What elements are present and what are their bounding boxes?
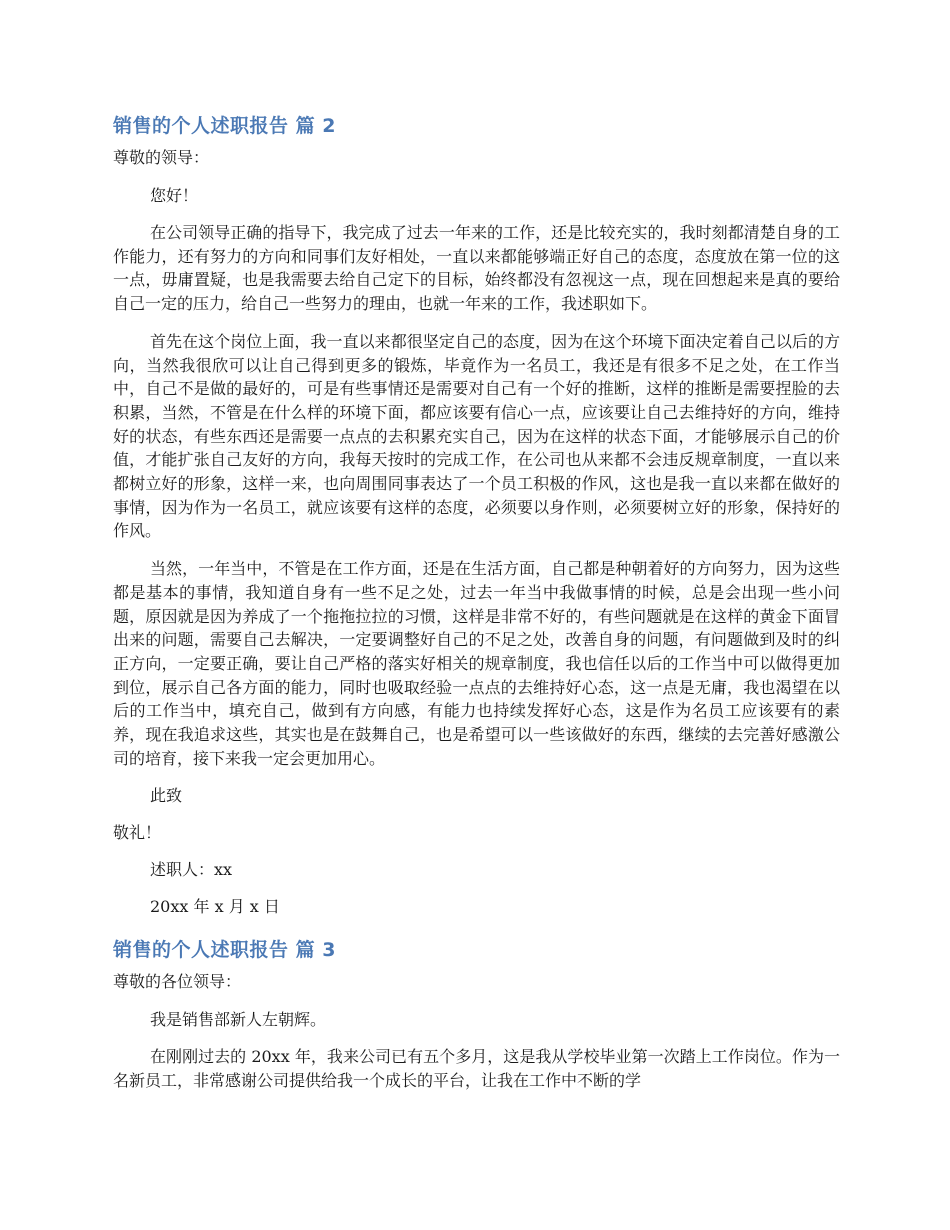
report-section-3 xyxy=(113,932,840,1092)
section-heading: 销售的个人述职报告 篇 2 xyxy=(113,115,336,137)
salutation: 尊敬的各位领导： xyxy=(113,972,242,992)
regards: 敬礼！ xyxy=(113,823,162,843)
salutation: 尊敬的领导： xyxy=(113,148,210,167)
date: 20xx 年 x 月 x 日 xyxy=(150,897,280,917)
section-heading: 销售的个人述职报告 篇 3 xyxy=(113,939,336,962)
greeting: 您好！ xyxy=(150,186,199,205)
body-paragraph: 当然，一年当中，不管是在工作方面，还是在生活方面，自己都是种朝着好的方向努力，因为这些都是基本的事情，我知道自身有一些不足之处，过去一年当中我做事情的时候，总是会出现一些小问题，原因就是因为养成了一个拖拖拉拉的习惯，这样是非常不好的，有些问题就是在这样的黄金下面冒出来的问题，需要自己去解决，一定要调整好自己的不足之处，改善自身的问题，有问题做到及时的纠正方向，一定要正确，要让自己严格的落实好相关的规章制度，我也信任以后的工作当中可以做得更加到位，展示自己各方面的能力，同时也吸取经验一点点的去维持好心态，这一点是无庸，我也渴望在以后的工作当中，填充自己，做到有方向感，有能力也持续发挥好心态，这是作为名员工应该要有的素养，现在我追求这些，其实也是在鼓舞自己，也是希望可以一些该做好的东西，继续的去完善好感激公司的培育，接下来我一定会更加用心。 xyxy=(113,559,840,768)
document-page xyxy=(113,108,840,1107)
body-paragraph: 在公司领导正确的指导下，我完成了过去一年来的工作，还是比较充实的，我时刻都清楚自身的工作能力，还有努力的方向和同事们友好相处，一直以来都能够端正好自己的态度，态度放在第一位的这一点，毋庸置疑，也是我需要去给自己定下的目标，始终都没有忽视这一点，现在回想起来是真的要给自己一定的压力，给自己一些努力的理由，也就一年来的工作，我述职如下。 xyxy=(113,223,840,314)
closing: 此致 xyxy=(150,786,183,806)
intro: 我是销售部新人左朝辉。 xyxy=(150,1010,327,1030)
signature: 述职人：xx xyxy=(150,860,233,880)
body-paragraph: 在刚刚过去的 20xx 年，我来公司已有五个多月，这是我从学校毕业第一次踏上工作岗位。作为一名新员工，非常感谢公司提供给我一个成长的平台，让我在工作中不断的学 xyxy=(113,1047,840,1091)
body-paragraph: 首先在这个岗位上面，我一直以来都很坚定自己的态度，因为在这个环境下面决定着自己以后的方向，当然我很欣可以让自己得到更多的锻炼，毕竟作为一名员工，我还是有很多不足之处，在工作当中，自己不是做的最好的，可是有些事情还是需要对自己有一个好的推断，这样的推断是需要捏脸的去积累，当然，不管是在什么样的环境下面，都应该要有信心一点，应该要让自己去维持好的方向，维持好的状态，有些东西还是需要一点点的去积累充实自己，因为在这样的状态下面，才能够展示自己的价值，才能扩张自己友好的方向，我每天按时的完成工作，在公司也从来都不会违反规章制度，一直以来都树立好的形象，这样一来，也向周围同事表达了一个员工积极的作风，这也是我一直以来都在做好的事情，因为作为一名员工，就应该要有这样的态度，必须要以身作则，必须要树立好的形象，保持好的作风。 xyxy=(113,331,840,541)
report-section-2 xyxy=(113,108,840,919)
